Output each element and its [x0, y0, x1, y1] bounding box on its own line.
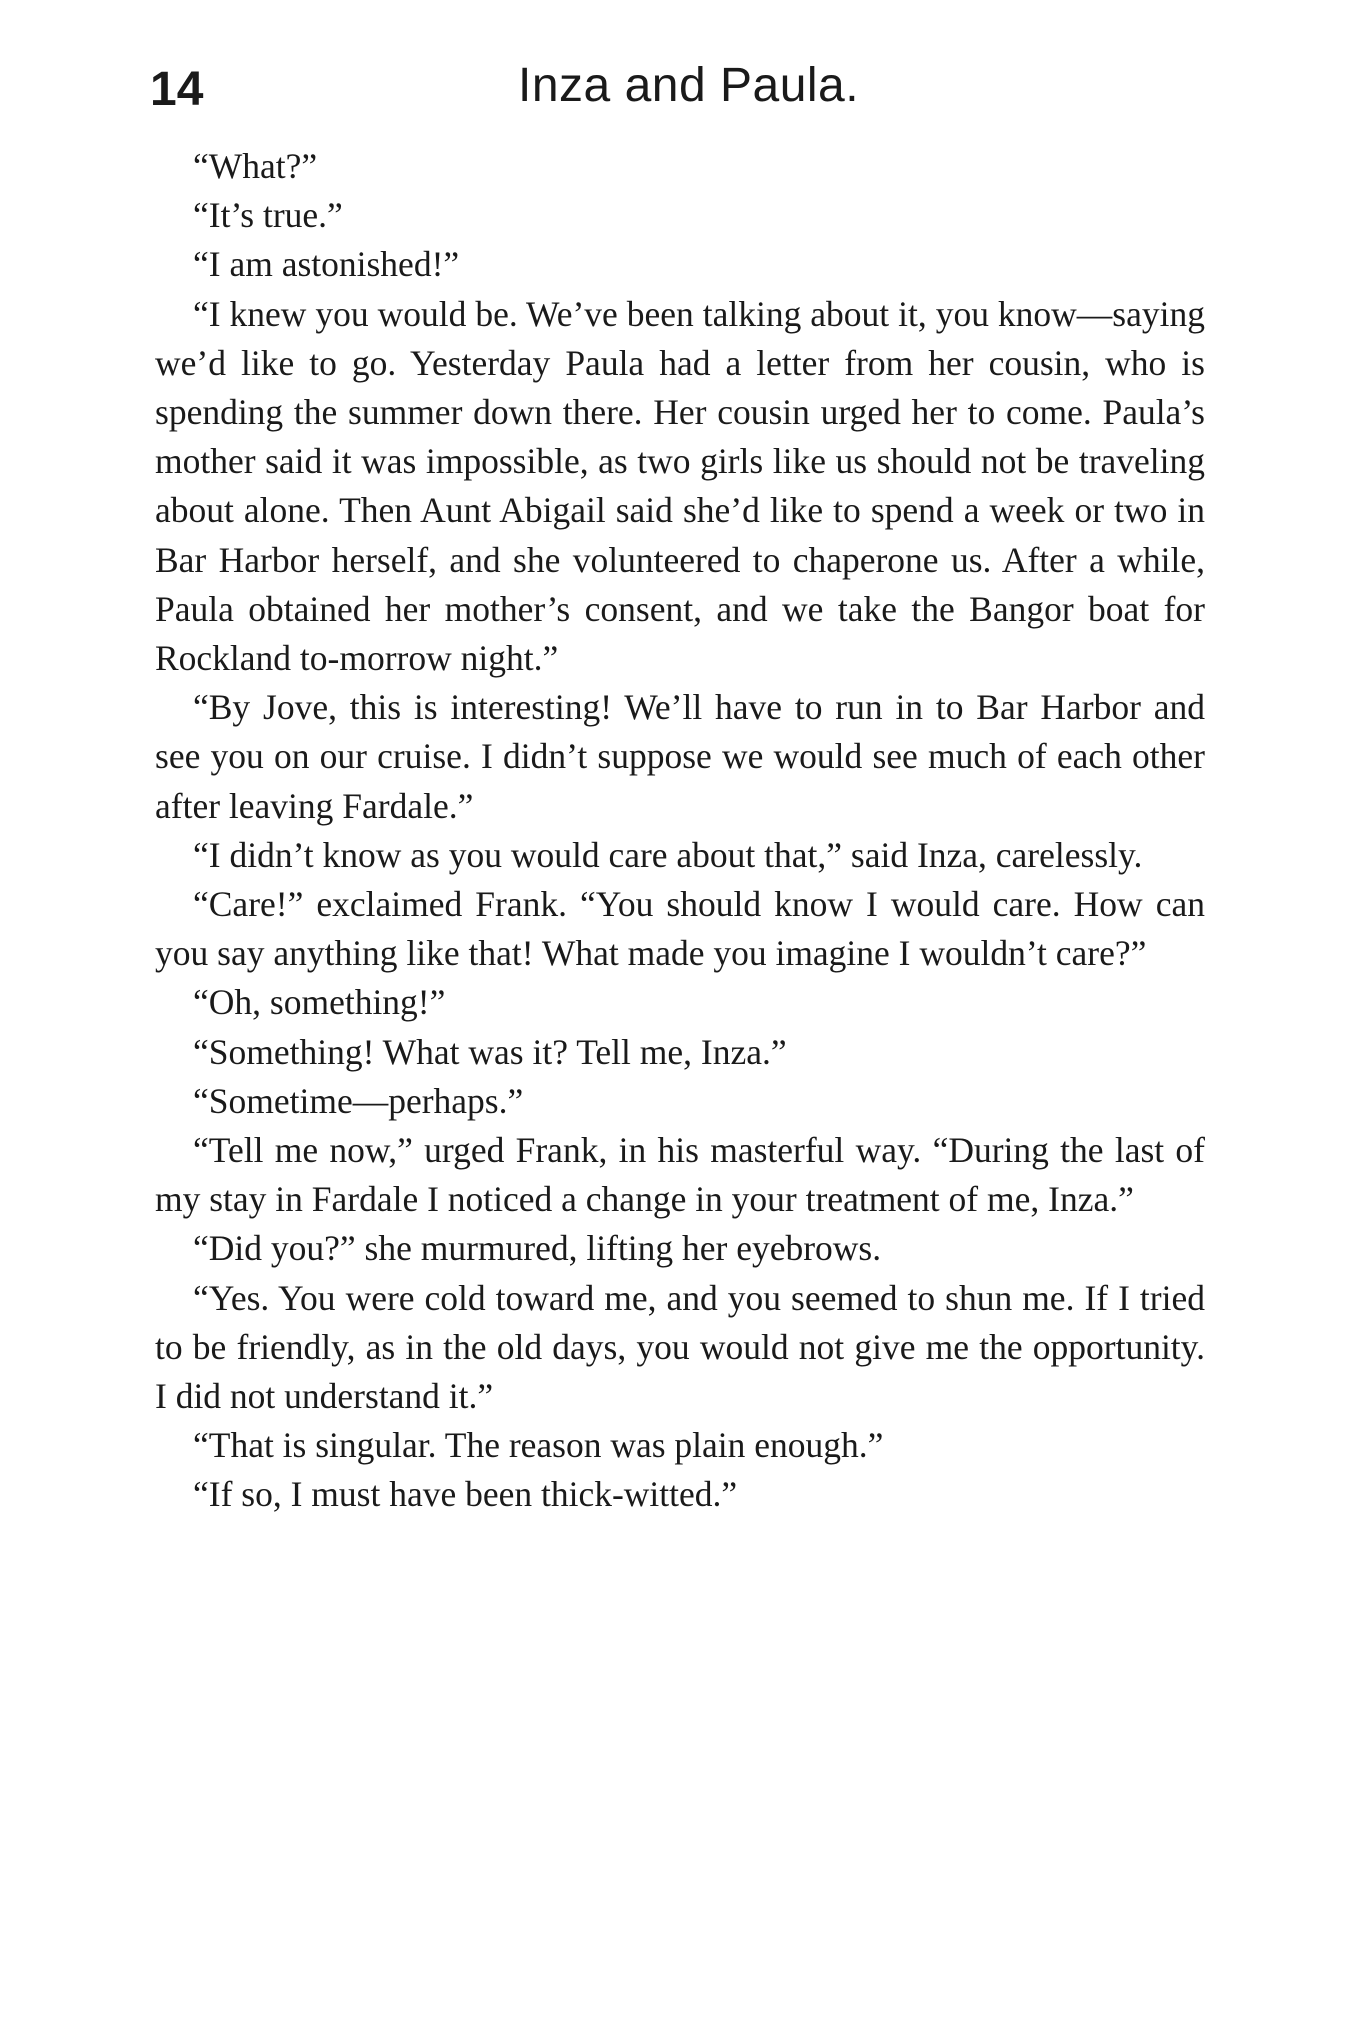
paragraph: “Did you?” she murmured, lifting her eyebrows.: [193, 1228, 882, 1269]
book-title: Inza and Paula.: [518, 59, 860, 112]
paragraph: “Something! What was it? Tell me, Inza.”: [193, 1031, 787, 1072]
paragraph: “Oh, something!”: [193, 982, 446, 1023]
page-number: 14: [150, 63, 204, 116]
paragraph: “Care!” exclaimed Frank. “You should know I would care. How can you say anything like that! What made you imagine I wouldn’t care?”: [155, 884, 1205, 974]
paragraph: “I knew you would be. We’ve been talking about it, you know—saying we’d like to go. Yesterday Paula had a letter from her cousin, who is spending the summer down there. Her cousin urged her to come. Paula’s mother said it was impossible, as two girls like us should not be traveling about alone. Then Aunt Abigail said she’d like to spend a week or two in Bar Harbor herself, and she volunteered to chaperone us. After a while, Paula obtained her mother’s consent, and we take the Bangor boat for Rockland to-morrow night.”: [155, 293, 1205, 679]
running-head: [0, 52, 1358, 132]
paragraph: “That is singular. The reason was plain enough.”: [193, 1425, 884, 1466]
paragraph: “I am astonished!”: [193, 244, 460, 285]
paragraph: “Tell me now,” urged Frank, in his masterful way. “During the last of my stay in Fardale I noticed a change in your treatment of me, Inza.”: [155, 1130, 1205, 1220]
paragraph: “By Jove, this is interesting! We’ll have to run in to Bar Harbor and see you on our cruise. I didn’t suppose we would see much of each other after leaving Fardale.”: [155, 687, 1205, 826]
paragraph: “If so, I must have been thick-witted.”: [193, 1474, 738, 1515]
paragraph: “Yes. You were cold toward me, and you seemed to shun me. If I tried to be friendly, as in the old days, you would not give me the opportunity. I did not understand it.”: [155, 1277, 1205, 1417]
paragraph: “What?”: [193, 146, 318, 186]
body-text: [155, 142, 1205, 1520]
paragraph: “I didn’t know as you would care about that,” said Inza, carelessly.: [193, 834, 1143, 875]
paragraph: “It’s true.”: [193, 195, 343, 236]
paragraph: “Sometime—perhaps.”: [193, 1080, 524, 1121]
